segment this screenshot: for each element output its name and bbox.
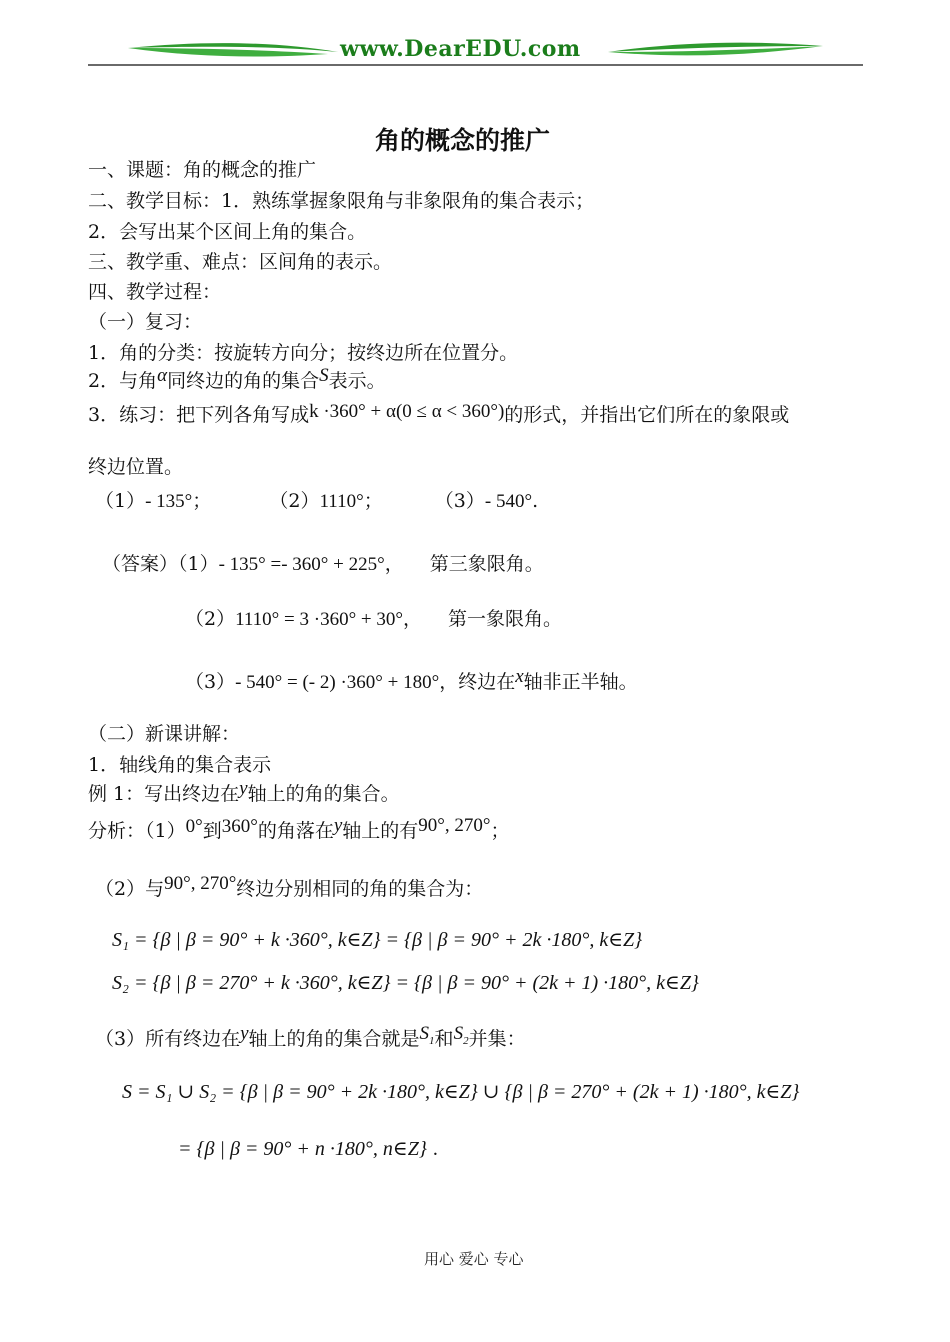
final-formula: = {β | β = 90° + n ·180°, n∈Z} . [178, 1138, 438, 1160]
line-8-text-a: 2．与角 [88, 370, 158, 392]
analysis-text-c: 的角落在 [257, 820, 334, 842]
line-1: 一、课题：角的概念的推广 [88, 159, 317, 181]
line-7: 1．角的分类：按旋转方向分；按终边所在位置分。 [88, 342, 519, 364]
line-2: 二、教学目标：1．熟练掌握象限角与非象限角的集合表示； [88, 190, 595, 212]
y-symbol: y [333, 815, 343, 836]
point-3-text-b: 轴上的角的集合就是 [248, 1028, 420, 1050]
exercise-3-label: （3） [434, 490, 485, 512]
answer-2: （2）1110° = 3 ·360° + 30°， 第一象限角。 [185, 608, 563, 630]
answer-label: （答案）（1） [102, 553, 219, 575]
point-3-text-d: 并集： [468, 1028, 526, 1050]
line-5: 四、教学过程： [88, 281, 222, 303]
ninety-270: 90°, 270° [164, 873, 237, 894]
threesixty-degree: 360° [221, 816, 258, 837]
line-6: （一）复习： [88, 311, 203, 333]
example-1 [88, 778, 400, 806]
answer-1: （答案）（1）- 135° =- 360° + 225°， 第三象限角。 [102, 553, 544, 575]
footer-slogan: 用心 爱心 专心 [424, 1250, 524, 1268]
exercise-2-label: （2） [269, 490, 320, 512]
example-1-text-b: 轴上的角的集合。 [247, 783, 400, 805]
point-2 [95, 873, 483, 901]
answer-3-text-b: 轴非正半轴。 [523, 671, 638, 693]
point-3 [95, 1023, 526, 1051]
alpha-symbol: α [157, 365, 168, 386]
answer-1-formula: - 135° =- 360° + 225° [218, 554, 385, 575]
s2-symbol: $S_2$ [453, 1023, 469, 1047]
example-1-text-a: 例 1：写出终边在 [88, 783, 240, 805]
s2-formula: S₂ = {β | β = 270° + k ·360°, k∈Z} = {β | β = 90° + (2k + 1) ·180°, k∈Z} [112, 972, 699, 994]
analysis-text-a: 分析：（1） [88, 820, 186, 842]
answer-2-label: （2） [185, 608, 236, 630]
line-8-text-c: 表示。 [328, 370, 386, 392]
answer-3 [185, 666, 638, 694]
line-8 [88, 365, 386, 393]
analysis-text-b: 到 [202, 820, 222, 842]
line-8-text-b: 同终边的角的集合 [167, 370, 320, 392]
form-formula: k ·360° + α(0 ≤ α < 360°) [309, 401, 505, 422]
zero-degree: 0° [185, 816, 203, 837]
x-symbol: x [515, 666, 524, 687]
exercise-1-value: - 135° [145, 491, 193, 512]
point-3-text-c: 和 [434, 1028, 454, 1050]
exercise-2-value: 1110° [319, 491, 364, 512]
line-4: 三、教学重、难点：区间角的表示。 [88, 251, 393, 273]
line-9 [88, 400, 789, 427]
exercise-row: （1）- 135°； （2）1110°； （3）- 540°. [95, 490, 539, 512]
y-symbol: y [240, 1023, 249, 1044]
s1-symbol: $S_1$ [419, 1023, 435, 1047]
ninety-270: 90°, 270° [418, 815, 491, 836]
page-title: 角的概念的推广 [375, 126, 551, 155]
subsection-1: 1．轴线角的集合表示 [88, 754, 272, 776]
answer-1-result: 第三象限角。 [429, 553, 544, 575]
point-2-text-a: （2）与 [95, 878, 165, 900]
line-9-text-a: 3．练习：把下列各角写成 [88, 404, 310, 426]
section-2-heading: （二）新课讲解： [88, 723, 241, 745]
answer-2-formula: 1110° = 3 ·360° + 30° [235, 609, 403, 630]
line-9-text-b: 的形式，并指出它们所在的象限或 [504, 404, 790, 426]
left-leaf-icon-2 [128, 48, 328, 56]
point-2-text-b: 终边分别相同的角的集合为： [236, 878, 484, 900]
point-3-text-a: （3）所有终边在 [95, 1028, 241, 1050]
y-symbol: y [239, 778, 248, 799]
answer-3-formula: - 540° = (- 2) ·360° + 180° [235, 672, 440, 693]
answer-3-text-a: ，终边在 [439, 671, 516, 693]
line-10: 终边位置。 [88, 456, 184, 478]
s1-formula: S₁ = {β | β = 90° + k ·360°, k∈Z} = {β | β = 90° + 2k ·180°, k∈Z} [112, 929, 643, 951]
exercise-3-value: - 540° [484, 491, 533, 512]
exercise-1-label: （1） [95, 490, 146, 512]
line-3: 2．会写出某个区间上角的集合。 [88, 221, 367, 243]
set-s-symbol: S [319, 365, 329, 386]
analysis-text-d: 轴上的有 [342, 820, 419, 842]
answer-2-result: 第一象限角。 [448, 608, 563, 630]
site-url: www.DearEDU.com [340, 36, 581, 62]
answer-3-label: （3） [185, 671, 236, 693]
analysis-line: 分析：（1）0°到360°的角落在y轴上的有90°, 270°； [88, 815, 510, 842]
union-formula: S = S₁ ∪ S₂ = {β | β = 90° + 2k ·180°, k∈Z} ∪ {β | β = 270° + (2k + 1) ·180°, k∈Z} [122, 1081, 800, 1103]
final-formula-text: = {β | β = 90° + n ·180°, n∈Z} [178, 1138, 427, 1160]
